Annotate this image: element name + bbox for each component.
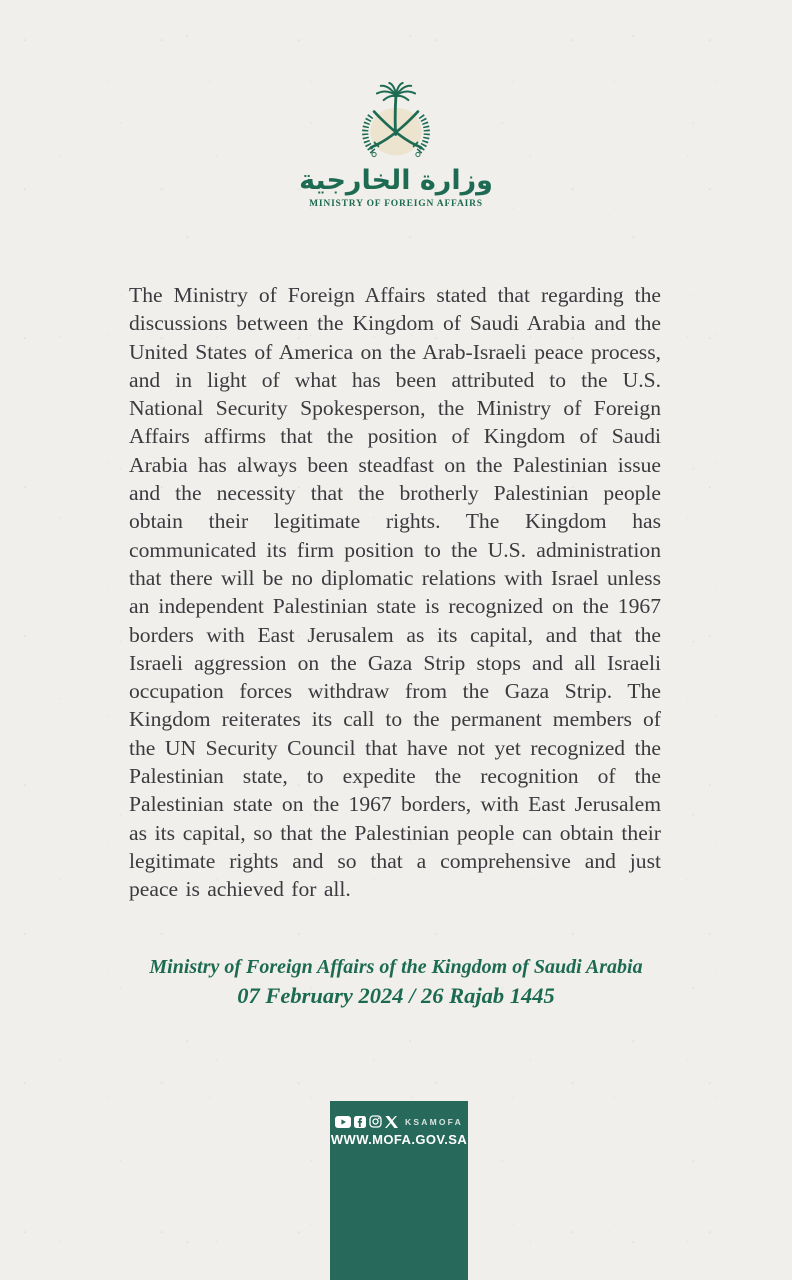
logo-block (0, 82, 792, 209)
youtube-icon (335, 1116, 351, 1128)
signature-ministry-line: Ministry of Foreign Affairs of the Kingdom of Saudi Arabia (149, 956, 643, 978)
social-handle-label: KSAMOFA (405, 1116, 463, 1127)
facebook-icon (354, 1116, 366, 1128)
statement-body-text: The Ministry of Foreign Affairs stated that regarding the discussions between the Kingdom of Saudi Arabia and the United States of America on the Arab-Israeli peace process, and in light of what has been attributed to the U.S. National Security Spokesperson, the Ministry of Foreign Affairs affirms that the position of Kingdom of Saudi Arabia has always been steadfast on the Palestinian issue and the necessity that the brotherly Palestinian people obtain their legitimate rights. The Kingdom has communicated its firm position to the U.S. administration that there will be no diplomatic relations with Israel unless an independent Palestinian state is recognized on the 1967 borders with East Jerusalem as its capital, and that the Israeli aggression on the Gaza Strip stops and all Israeli occupation forces withdraw from the Gaza Strip. The Kingdom reiterates its call to the permanent members of the UN Security Council that have not yet recognized the Palestinian state, to expedite the recognition of the Palestinian state on the 1967 borders, with East Jerusalem as its capital, so that the Palestinian people can obtain their legitimate rights and so that a comprehensive and just peace is achieved for all. (129, 283, 661, 902)
social-row (330, 1114, 468, 1129)
ministry-english-title: MINISTRY OF FOREIGN AFFAIRS (309, 199, 483, 209)
signature-block (0, 955, 792, 1009)
website-url: WWW.MOFA.GOV.SA (330, 1132, 468, 1147)
statement-date-line: 07 February 2024 / 26 Rajab 1445 (237, 983, 555, 1008)
footer-box (330, 1101, 468, 1280)
ministry-arabic-title: وزارة الخارجية (299, 165, 493, 196)
x-icon (385, 1116, 398, 1128)
instagram-icon (369, 1115, 382, 1128)
mofa-emblem-icon (348, 82, 444, 164)
